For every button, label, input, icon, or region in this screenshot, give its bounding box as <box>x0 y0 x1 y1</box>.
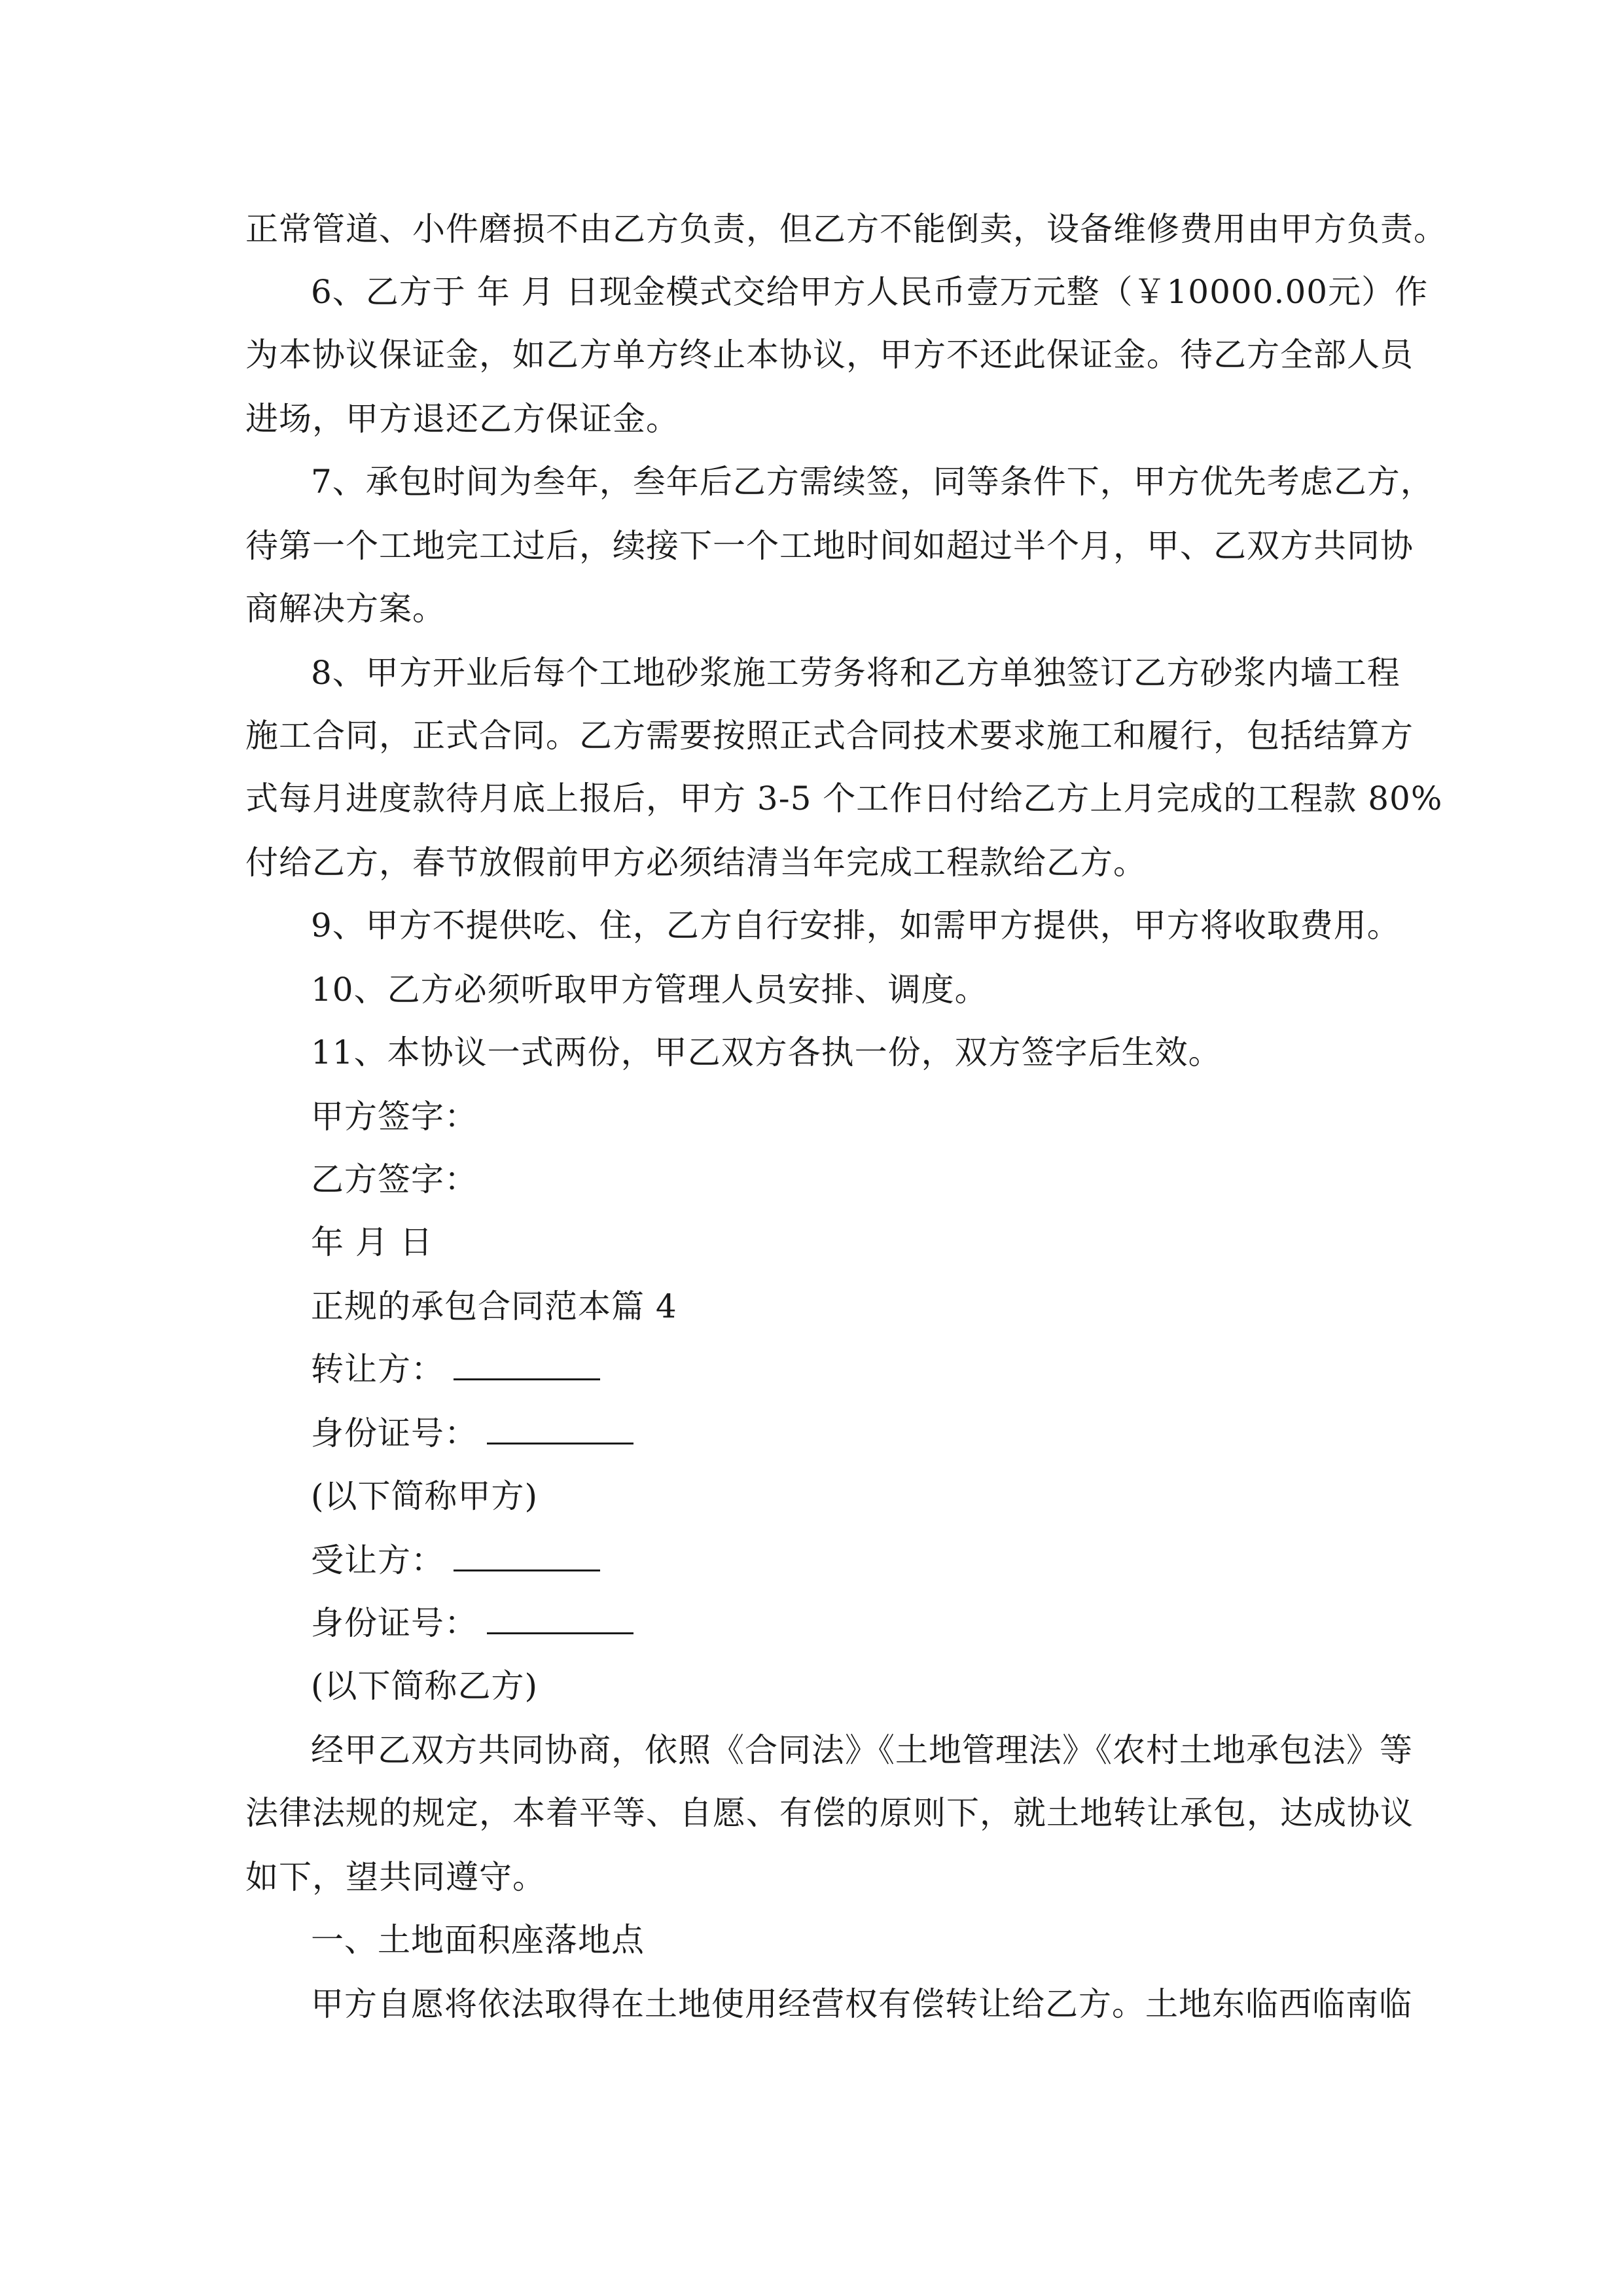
text-line: 式每月进度款待月底上报后，甲方 3-5 个工作日付给乙方上月完成的工程款 80% <box>245 780 1443 817</box>
field-row <box>311 1350 600 1389</box>
field-label: 转让方： <box>311 1350 444 1388</box>
blank-line <box>487 1415 633 1444</box>
text-line: (以下简称甲方) <box>311 1477 539 1515</box>
field-row <box>311 1541 600 1580</box>
text-line: 待第一个工地完工过后，续接下一个工地时间如超过半个月，甲、乙双方共同协 <box>245 527 1414 565</box>
text-line: 付给乙方，春节放假前甲方必须结清当年完成工程款给乙方。 <box>245 844 1147 882</box>
text-line: 为本协议保证金，如乙方单方终止本协议，甲方不还此保证金。待乙方全部人员 <box>245 336 1414 374</box>
signature-label: 甲方签字： <box>311 1098 478 1136</box>
date-line: 年 月 日 <box>311 1223 433 1261</box>
field-row <box>311 1604 633 1643</box>
text-line: 经甲乙双方共同协商，依照《合同法》《土地管理法》《农村土地承包法》等 <box>311 1731 1413 1769</box>
blank-line <box>454 1351 600 1380</box>
text-line: 7、承包时间为叁年，叁年后乙方需续签，同等条件下，甲方优先考虑乙方， <box>311 463 1434 501</box>
field-row <box>311 1414 633 1453</box>
signature-label: 乙方签字： <box>311 1160 478 1198</box>
text-line: 法律法规的规定，本着平等、自愿、有偿的原则下，就土地转让承包，达成协议 <box>245 1794 1414 1832</box>
text-line: 8、甲方开业后每个工地砂浆施工劳务将和乙方单独签订乙方砂浆内墙工程 <box>311 654 1400 692</box>
text-line: 11、本协议一式两份，甲乙双方各执一份，双方签字后生效。 <box>311 1033 1222 1071</box>
field-label: 身份证号： <box>311 1604 478 1642</box>
text-line: 正常管道、小件磨损不由乙方负责，但乙方不能倒卖，设备维修费用由甲方负责。 <box>245 210 1447 248</box>
section-heading: 一、土地面积座落地点 <box>311 1921 645 1959</box>
text-line: 施工合同，正式合同。乙方需要按照正式合同技术要求施工和履行，包括结算方 <box>245 717 1414 755</box>
text-line: 9、甲方不提供吃、住，乙方自行安排，如需甲方提供，甲方将收取费用。 <box>311 906 1400 944</box>
field-label: 受让方： <box>311 1541 444 1579</box>
text-line: 商解决方案。 <box>245 590 446 628</box>
blank-line <box>454 1542 600 1571</box>
text-line: 10、乙方必须听取甲方管理人员安排、调度。 <box>311 971 988 1009</box>
text-line: 如下，望共同遵守。 <box>245 1858 546 1896</box>
section-title: 正规的承包合同范本篇 4 <box>311 1287 677 1325</box>
field-label: 身份证号： <box>311 1414 478 1452</box>
text-line: (以下简称乙方) <box>311 1667 539 1705</box>
blank-line <box>487 1605 633 1634</box>
text-line: 6、乙方于 年 月 日现金模式交给甲方人民币壹万元整（￥10000.00元）作 <box>311 273 1429 311</box>
text-line: 甲方自愿将依法取得在土地使用经营权有偿转让给乙方。土地东临西临南临 <box>311 1985 1412 2023</box>
text-line: 进场，甲方退还乙方保证金。 <box>245 400 679 438</box>
